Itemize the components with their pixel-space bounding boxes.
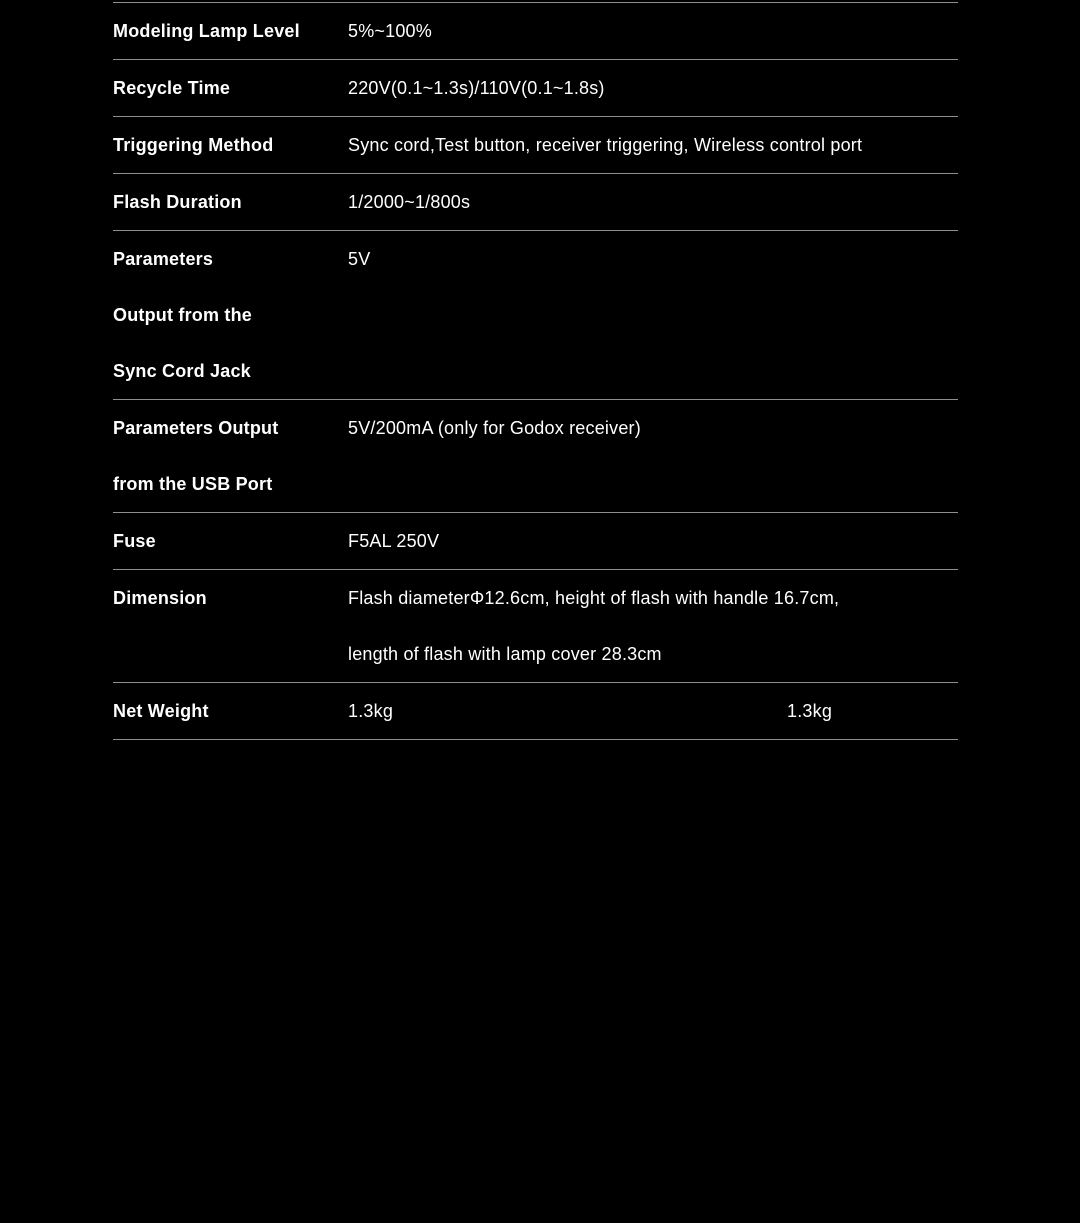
spec-value-line: 5%~100% (348, 21, 432, 41)
spec-label (113, 117, 348, 173)
spec-value (348, 60, 958, 116)
spec-label-line: Sync Cord Jack (113, 361, 251, 381)
spec-value (348, 117, 958, 173)
spec-value-line: 1.3kg (348, 701, 394, 721)
spec-value-line: length of flash with lamp cover 28.3cm (348, 644, 662, 664)
spec-label-line: Flash Duration (113, 192, 242, 212)
spec-value (348, 683, 958, 739)
spec-label-line: Parameters (113, 249, 214, 269)
spec-label (113, 3, 348, 59)
table-row (113, 400, 958, 513)
spec-value (348, 570, 958, 682)
spec-label-line: Recycle Time (113, 78, 231, 98)
spec-label-line: Parameters Output (113, 418, 279, 438)
spec-value (348, 400, 958, 512)
spec-value (348, 174, 958, 230)
spec-label-line: Fuse (113, 531, 156, 551)
spec-label (113, 513, 348, 569)
spec-label (113, 231, 348, 399)
spec-label-line: Modeling Lamp Level (113, 21, 300, 41)
spec-label (113, 570, 348, 682)
spec-value-line: Flash diameterΦ12.6cm, height of flash with handle 16.7cm, (348, 588, 840, 608)
spec-value (348, 231, 958, 399)
spec-label (113, 60, 348, 116)
spec-label (113, 174, 348, 230)
spec-table (113, 2, 958, 740)
spec-label-line: Net Weight (113, 701, 209, 721)
spec-label (113, 400, 348, 512)
table-row (113, 513, 958, 570)
spec-label-line: Output from the (113, 305, 252, 325)
spec-label-line: Dimension (113, 588, 207, 608)
spec-value-line: 5V (348, 249, 371, 269)
spec-value (348, 3, 958, 59)
table-row (113, 174, 958, 231)
table-row (113, 117, 958, 174)
spec-value-line: Sync cord,Test button, receiver triggering, Wireless control port (348, 135, 863, 155)
spec-label-line: Triggering Method (113, 135, 274, 155)
spec-label-line: from the USB Port (113, 474, 273, 494)
table-row (113, 231, 958, 400)
table-row (113, 3, 958, 60)
table-row (113, 570, 958, 683)
spec-value (348, 513, 958, 569)
spec-value-line: F5AL 250V (348, 531, 440, 551)
spec-value-secondary: 1.3kg (787, 701, 833, 721)
spec-value-line: 1/2000~1/800s (348, 192, 471, 212)
table-row (113, 60, 958, 117)
table-row (113, 683, 958, 740)
spec-value-line: 5V/200mA (only for Godox receiver) (348, 418, 641, 438)
spec-label (113, 683, 348, 739)
spec-value-line: 220V(0.1~1.3s)/110V(0.1~1.8s) (348, 78, 605, 98)
